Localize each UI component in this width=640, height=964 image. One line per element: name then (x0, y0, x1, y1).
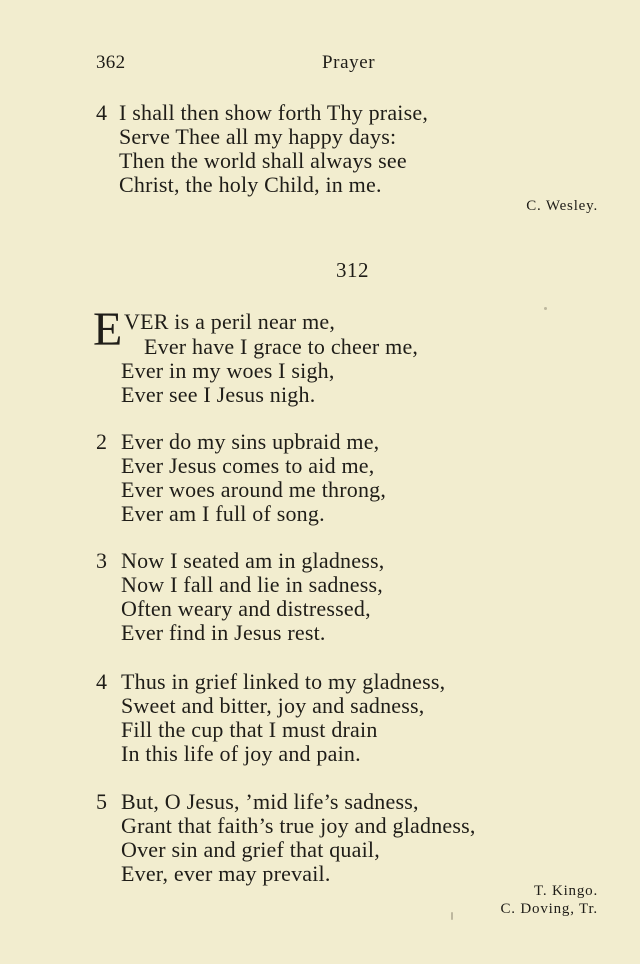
hymn-number: 312 (336, 258, 369, 282)
verse-number: 2 (96, 429, 107, 454)
verse-line: Ever in my woes I sigh, (121, 358, 335, 383)
verse-line: Ever Jesus comes to aid me, (121, 453, 375, 478)
verse-line: In this life of joy and pain. (121, 741, 361, 766)
verse-line: Ever do my sins upbraid me, (121, 429, 380, 454)
print-speck (544, 307, 547, 310)
verse-number: 4 (96, 100, 107, 125)
section-title: Prayer (322, 52, 376, 73)
verse-number: 5 (96, 789, 107, 814)
verse-line: Over sin and grief that quail, (121, 837, 380, 862)
verse-number: 4 (96, 669, 107, 694)
hymn-author: T. Kingo. (534, 883, 598, 899)
drop-cap: E (93, 303, 123, 356)
verse-line: Often weary and distressed, (121, 596, 371, 621)
verse-line: Ever find in Jesus rest. (121, 620, 326, 645)
verse-line: Christ, the holy Child, in me. (119, 172, 382, 197)
prev-hymn-author: C. Wesley. (526, 198, 598, 214)
verse-line: Serve Thee all my happy days: (119, 124, 397, 149)
print-speck (451, 912, 453, 920)
verse-line: Ever woes around me throng, (121, 477, 387, 502)
verse-line: Sweet and bitter, joy and sadness, (121, 693, 425, 718)
verse-line: VER is a peril near me, (124, 309, 336, 334)
verse-line: Ever am I full of song. (121, 501, 325, 526)
verse-line: I shall then show forth Thy praise, (119, 100, 429, 125)
page-number: 362 (96, 52, 126, 73)
verse-line: Ever see I Jesus nigh. (121, 382, 316, 407)
verse-line: But, O Jesus, ’mid life’s sadness, (121, 789, 419, 814)
hymn-translator: C. Doving, Tr. (500, 901, 598, 917)
verse-line: Now I seated am in gladness, (121, 548, 385, 573)
verse-line: Fill the cup that I must drain (121, 717, 378, 742)
verse-line: Now I fall and lie in sadness, (121, 572, 383, 597)
verse-line: Then the world shall always see (119, 148, 407, 173)
verse-line: Ever, ever may prevail. (121, 861, 331, 886)
verse-line: Thus in grief linked to my gladness, (121, 669, 446, 694)
verse-line: Grant that faith’s true joy and gladness, (121, 813, 476, 838)
verse-line: Ever have I grace to cheer me, (144, 334, 419, 359)
verse-number: 3 (96, 548, 107, 573)
